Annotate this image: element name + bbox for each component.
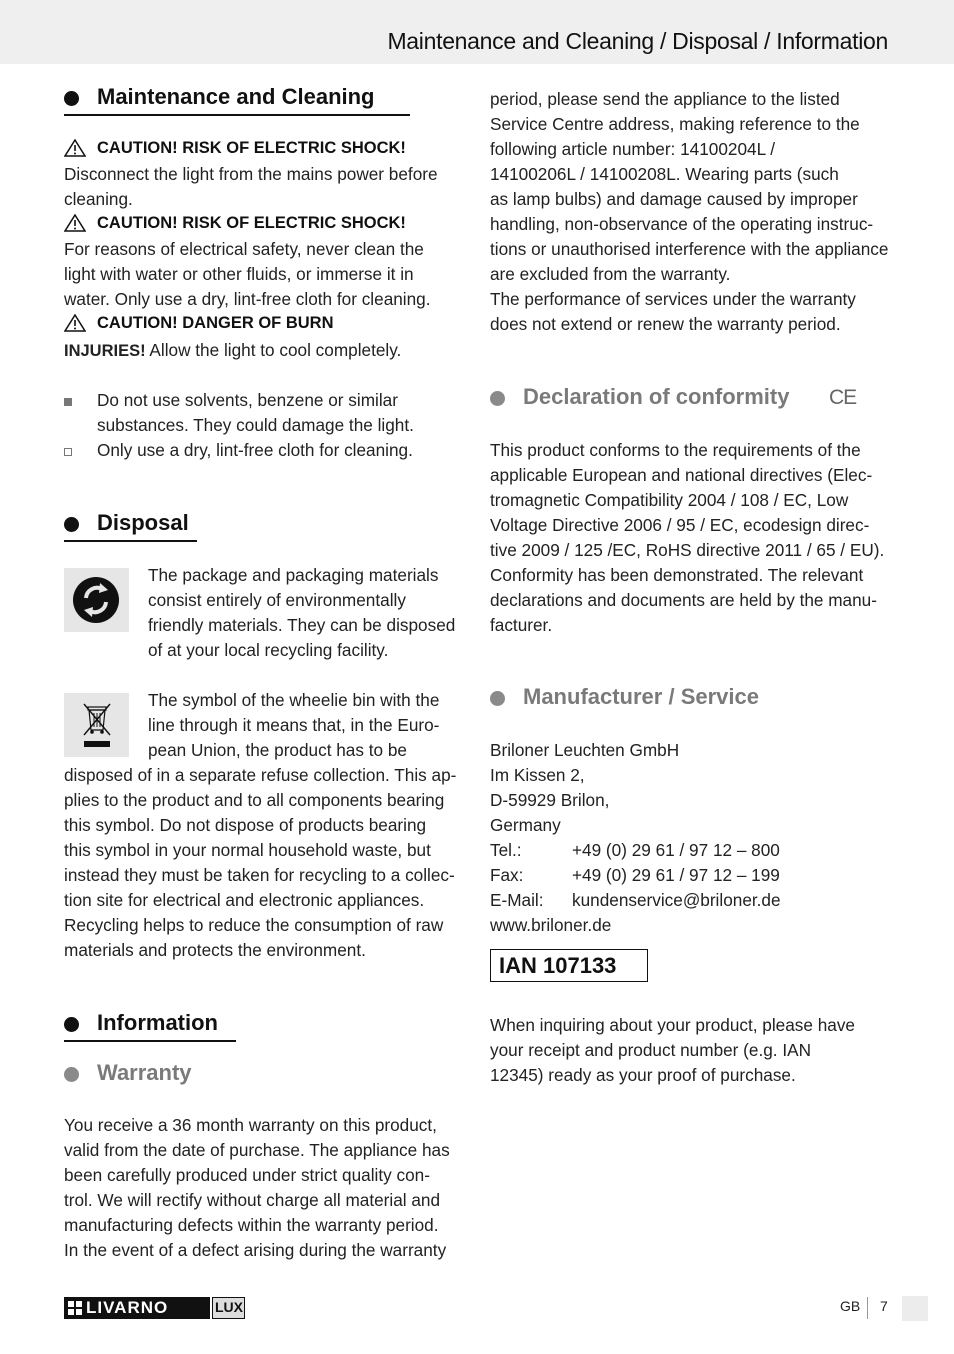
- ce-mark-icon: CE: [829, 386, 857, 409]
- conformity-heading: Declaration of conformity: [523, 384, 790, 409]
- disposal-text: disposed of in a separate refuse collection. This ap-: [64, 765, 457, 785]
- page-header: [0, 0, 954, 64]
- warranty-text: trol. We will rectify without charge all material and: [64, 1190, 441, 1210]
- conformity-text: facturer.: [490, 615, 553, 635]
- caution-title-cont: INJURIES!: [64, 342, 146, 360]
- address-line: Germany: [490, 815, 561, 835]
- livarno-lux-logo: [64, 1297, 245, 1319]
- warranty-text: 14100206L / 14100208L. Wearing parts (such: [490, 164, 839, 184]
- warning-triangle-icon: [64, 139, 86, 157]
- warning-triangle-icon: [64, 214, 86, 232]
- inquiry-text: your receipt and product number (e.g. IAN: [490, 1040, 811, 1060]
- contact-label: Fax:: [490, 865, 524, 885]
- website-link[interactable]: www.briloner.de: [490, 915, 612, 935]
- section-bullet: [64, 517, 79, 532]
- conformity-text: tive 2009 / 125 /EC, RoHS directive 2011 / 65 / EU).: [490, 540, 885, 560]
- email-link[interactable]: kundenservice@briloner.de: [572, 890, 781, 910]
- conformity-text: Voltage Directive 2006 / 95 / EC, ecodesign direc-: [490, 515, 870, 535]
- address-line: Briloner Leuchten GmbH: [490, 740, 680, 760]
- address-line: D-59929 Brilon,: [490, 790, 610, 810]
- contact-label: Tel.:: [490, 840, 522, 860]
- warranty-text: handling, non-observance of the operating instruc-: [490, 214, 874, 234]
- warranty-text: manufacturing defects within the warranty period.: [64, 1215, 439, 1235]
- disposal-text: of at your local recycling facility.: [148, 640, 389, 660]
- conformity-text: declarations and documents are held by the manu-: [490, 590, 877, 610]
- ian-box: [490, 949, 648, 982]
- section-bullet: [64, 1017, 79, 1032]
- caution-text: cleaning.: [64, 189, 133, 209]
- logo-squares-icon: [68, 1301, 82, 1315]
- warranty-text: In the event of a defect arising during the warranty: [64, 1240, 447, 1260]
- warranty-text: tions or unauthorised interference with the appliance: [490, 239, 889, 259]
- warranty-text: been carefully produced under strict quality con-: [64, 1165, 430, 1185]
- contact-value: +49 (0) 29 61 / 97 12 – 199: [572, 865, 780, 885]
- disposal-text: plies to the product and to all components bearing: [64, 790, 445, 810]
- caution-text: Disconnect the light from the mains power before: [64, 164, 438, 184]
- information-heading: Information: [97, 1010, 218, 1035]
- inquiry-text: When inquiring about your product, please have: [490, 1015, 855, 1035]
- caution-title: CAUTION! DANGER OF BURN: [97, 314, 334, 332]
- inquiry-text: 12345) ready as your proof of purchase.: [490, 1065, 796, 1085]
- list-item: Do not use solvents, benzene or similar: [97, 390, 398, 410]
- section-bullet: [64, 91, 79, 106]
- disposal-text: this symbol in your normal household waste, but: [64, 840, 431, 860]
- conformity-text: tromagnetic Compatibility 2004 / 108 / EC, Low: [490, 490, 849, 510]
- subsection-bullet: [490, 391, 505, 406]
- disposal-text: Recycling helps to reduce the consumption of raw: [64, 915, 444, 935]
- disposal-text: The package and packaging materials: [148, 565, 439, 585]
- conformity-text: Conformity has been demonstrated. The relevant: [490, 565, 864, 585]
- caution-title: CAUTION! RISK OF ELECTRIC SHOCK!: [97, 214, 406, 232]
- disposal-text: instead they must be taken for recycling to a collec-: [64, 865, 455, 885]
- warranty-text: You receive a 36 month warranty on this product,: [64, 1115, 437, 1135]
- caution-text: light with water or other fluids, or immerse it in: [64, 264, 414, 284]
- heading-underline: [64, 114, 410, 116]
- crossed-wheelie-bin-icon: [64, 693, 129, 757]
- disposal-text: consist entirely of environmentally: [148, 590, 406, 610]
- ian-number: IAN 107133: [499, 953, 617, 978]
- manufacturer-heading: Manufacturer / Service: [523, 684, 759, 709]
- page-title: Maintenance and Cleaning / Disposal / Information: [387, 28, 888, 54]
- heading-underline: [64, 1040, 236, 1042]
- disposal-text: tion site for electrical and electronic appliances.: [64, 890, 425, 910]
- warranty-text: as lamp bulbs) and damage caused by improper: [490, 189, 858, 209]
- disposal-text: materials and protects the environment.: [64, 940, 366, 960]
- list-bullet: [64, 448, 72, 456]
- conformity-text: This product conforms to the requirements of the: [490, 440, 861, 460]
- warranty-text: The performance of services under the warranty: [490, 289, 856, 309]
- disposal-heading: Disposal: [97, 510, 189, 535]
- subsection-bullet: [490, 691, 505, 706]
- warranty-text: are excluded from the warranty.: [490, 264, 731, 284]
- footer-tab: [902, 1296, 928, 1321]
- disposal-text: friendly materials. They can be disposed: [148, 615, 456, 635]
- caution-text: For reasons of electrical safety, never clean the: [64, 239, 424, 259]
- caution-text-line: [64, 338, 401, 364]
- address-line: Im Kissen 2,: [490, 765, 585, 785]
- disposal-text: pean Union, the product has to be: [148, 740, 407, 760]
- page-number: 7: [880, 1298, 888, 1314]
- contact-label: E-Mail:: [490, 890, 544, 910]
- language-code: GB: [840, 1298, 861, 1314]
- footer-divider: [867, 1297, 868, 1319]
- warning-triangle-icon: [64, 314, 86, 332]
- list-bullet: [64, 398, 72, 406]
- maintenance-heading: Maintenance and Cleaning: [97, 84, 375, 109]
- warranty-text: period, please send the appliance to the listed: [490, 89, 840, 109]
- subsection-bullet: [64, 1067, 79, 1082]
- warranty-text: does not extend or renew the warranty period.: [490, 314, 841, 334]
- disposal-text: this symbol. Do not dispose of products bearing: [64, 815, 427, 835]
- contact-value: +49 (0) 29 61 / 97 12 – 800: [572, 840, 780, 860]
- disposal-text: The symbol of the wheelie bin with the: [148, 690, 440, 710]
- warranty-text: Service Centre address, making reference to the: [490, 114, 860, 134]
- list-item: Only use a dry, lint-free cloth for cleaning.: [97, 440, 413, 460]
- caution-text: water. Only use a dry, lint-free cloth for cleaning.: [64, 289, 431, 309]
- logo-brand: LIVARNO: [86, 1298, 169, 1317]
- warranty-text: following article number: 14100204L /: [490, 139, 776, 159]
- caution-text: Allow the light to cool completely.: [145, 340, 402, 360]
- logo-suffix-box: [212, 1297, 245, 1319]
- warranty-text: valid from the date of purchase. The appliance has: [64, 1140, 450, 1160]
- caution-title: CAUTION! RISK OF ELECTRIC SHOCK!: [97, 139, 406, 157]
- heading-underline: [64, 540, 197, 542]
- logo-suffix: LUX: [215, 1299, 243, 1315]
- list-item: substances. They could damage the light.: [97, 415, 414, 435]
- warranty-heading: Warranty: [97, 1060, 192, 1085]
- conformity-text: applicable European and national directives (Elec-: [490, 465, 873, 485]
- green-dot-recycle-icon: [64, 568, 129, 632]
- disposal-text: line through it means that, in the Euro-: [148, 715, 440, 735]
